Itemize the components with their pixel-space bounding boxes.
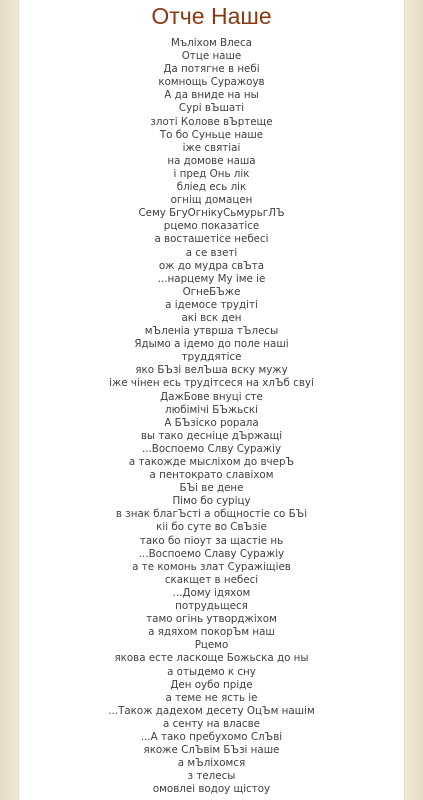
poem-line: а сенту на власве <box>162 717 261 730</box>
poem-line: а се взетi <box>185 246 238 259</box>
poem-line: а такожде мыслiхом до вчерЪ <box>128 456 295 468</box>
poem-line: тамо огiнь утворджiхом <box>146 613 277 626</box>
poem-line: Отце наше <box>181 50 242 63</box>
poem-line: омовлеi водоу щiстоу <box>152 783 271 796</box>
poem-line: комнощь Суражоув <box>158 76 265 89</box>
poem-line: ...А тако пребухомо СлЪвi <box>140 730 283 743</box>
poem-line: рцемо показатiсе <box>163 220 260 233</box>
poem-line: а пентократо славiхом <box>149 469 274 482</box>
poem-line: ОгнеБЪже <box>182 285 241 298</box>
poem-line: Пiмо бо сурiцу <box>172 495 251 508</box>
poem-line: скакщет в небесi <box>164 573 259 586</box>
poem-line: труддятiсе <box>181 351 242 364</box>
poem-line: яко БЪзi велЪша вску мужу <box>135 364 288 377</box>
poem-line: вы тако деснiце дЪржащi <box>140 429 283 442</box>
poem-line: в знак благЪстi а общностiе со БЪi <box>115 508 308 521</box>
poem-line: Ден оубо прiде <box>170 678 253 691</box>
poem-line: з телесы <box>187 770 236 783</box>
poem-line: якова есте ласкоще Божьска до ны <box>114 652 309 665</box>
poem-line: ...Дому iдяхом <box>172 586 251 599</box>
poem-line: на домове наша <box>167 154 256 167</box>
poem-line: а ядяхом покорЪм наш <box>148 626 275 639</box>
poem-line: Сему БгуОгнiкуСьмурьгЛЪ <box>138 207 285 220</box>
poem-line: якоже СлЪвiм БЪзi наше <box>143 744 280 757</box>
page-background-left <box>0 0 18 800</box>
poem-line: кii бо суте во СвЪзiе <box>156 521 267 534</box>
poem-line: акi вск ден <box>181 311 242 324</box>
poem-line: То бо Суньце наше <box>159 128 264 141</box>
poem-line: Ядымо а iдемо до поле нашi <box>134 338 289 351</box>
page-background-right <box>405 0 423 800</box>
poem-line: а отыдемо к сну <box>167 665 256 678</box>
poem-line: огнiщ домацен <box>170 194 253 207</box>
poem-line: Да потягне в небi <box>163 63 260 76</box>
poem-line: злотi Колове вЪртеще <box>150 115 273 128</box>
poem-line: ДажБове внуцi сте <box>160 390 263 403</box>
poem-line: а мЪлiхомся <box>177 757 246 770</box>
poem-line: БЪi ве дене <box>179 482 244 495</box>
poem-line: потрудьщеся <box>175 600 248 613</box>
poem-line: ...Воспоемо Слву Суражiу <box>141 442 282 455</box>
poem-line: iже святiаi <box>182 141 241 154</box>
poem-line: блiед есь лiк <box>176 181 247 194</box>
poem-line: А да вниде на ны <box>164 89 259 102</box>
poem-line: а те комонь злат Суражiщiев <box>132 560 291 573</box>
poem-line: ож до мудра свЪта <box>158 259 265 272</box>
poem-line: тако бо пiоут за щастiе нь <box>139 534 284 547</box>
poem-line: а iдемосе трудiтi <box>165 298 258 311</box>
poem-line: а восташетiсе небесi <box>154 233 269 246</box>
poem-line: ...нарцему Му iме iе <box>157 272 266 285</box>
poem-line: Мълiхом Влеса <box>171 37 252 49</box>
poem-line: мЪленiа утврша тЪлесы <box>144 325 279 338</box>
page-title: Отче Наше <box>151 3 272 29</box>
content-sheet <box>18 0 405 800</box>
poem-line: i пред Онь лiк <box>173 167 250 180</box>
poem-line: iже чiнен есь трудiтсеся на хлЪб свуi <box>109 377 314 390</box>
poem-line: а теме не ясть iе <box>165 691 258 704</box>
poem-line: Рцемо <box>194 639 229 652</box>
poem-line: ...Воспоемо Славу Суражiу <box>138 547 285 560</box>
poem-line: А БЪзiско рорала <box>164 416 259 429</box>
poem-line: ...Також дадехом десету ОцЪм нашiм <box>108 704 315 717</box>
poem-text <box>19 37 404 796</box>
poem-line: любiмiчi БЪжьскi <box>164 403 259 416</box>
poem-line: Сурi вЪшатi <box>178 102 245 115</box>
